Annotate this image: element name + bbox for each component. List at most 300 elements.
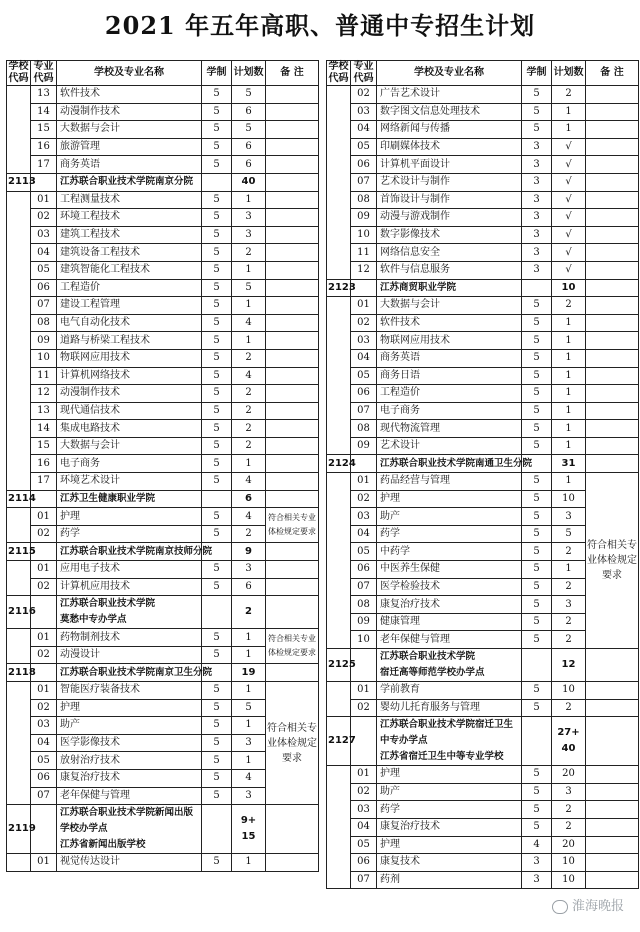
note-cell: 符合相关专业体检规定要求 [266,508,319,543]
major-name: 动漫制作技术 [57,103,202,121]
school-duration-blank [202,173,232,191]
major-code: 11 [351,244,377,262]
major-name: 大数据与会计 [57,121,202,139]
major-duration: 5 [522,578,552,596]
note-blank [586,818,639,836]
major-plan-count: 10 [552,682,586,700]
major-plan-count: 20 [552,766,586,784]
note-blank [586,420,639,438]
major-duration: 3 [522,156,552,174]
major-name: 应用电子技术 [57,561,202,579]
major-duration: 5 [202,525,232,543]
major-row [7,244,319,262]
note-blank [266,191,319,209]
note-blank [586,173,639,191]
major-plan-count: √ [552,244,586,262]
school-total: 31 [552,455,586,473]
wechat-icon [552,900,568,914]
major-plan-count: 4 [232,473,266,491]
major-plan-count: √ [552,261,586,279]
major-duration: 5 [202,769,232,787]
major-code: 07 [351,173,377,191]
school-total-line2: 40 [561,743,576,755]
note-blank [266,261,319,279]
school-code-span [7,629,31,664]
major-name: 助产 [377,783,522,801]
major-plan-count: 10 [552,490,586,508]
school-note-blank [266,490,319,508]
major-plan-count: 2 [232,349,266,367]
major-name: 智能医疗装备技术 [57,682,202,700]
major-plan-count: 1 [552,349,586,367]
school-code: 2114 [7,490,31,508]
school-name-line1: 江苏联合职业技术学院 [380,651,476,662]
school-note-blank [266,805,319,854]
major-code: 08 [351,191,377,209]
note-blank [266,279,319,297]
major-code: 08 [351,420,377,438]
school-code: 2119 [7,805,31,854]
school-name [377,717,522,766]
major-name: 旅游管理 [57,138,202,156]
school-total-line2: 15 [241,831,256,843]
major-code: 07 [351,871,377,889]
school-code-span [7,682,31,805]
school-duration-blank [202,490,232,508]
major-duration: 5 [522,473,552,491]
major-row [327,314,639,332]
note-blank [586,437,639,455]
note-blank [586,261,639,279]
note-blank [586,244,639,262]
major-plan-count: 6 [232,156,266,174]
major-duration: 5 [522,314,552,332]
major-row [327,138,639,156]
note-blank [586,385,639,403]
major-plan-count: 1 [552,314,586,332]
school-code: 2127 [327,717,351,766]
major-name: 药品经营与管理 [377,473,522,491]
major-duration: 5 [202,261,232,279]
note-blank [586,86,639,104]
note-blank [266,244,319,262]
major-plan-count: 2 [552,613,586,631]
school-name-line1: 江苏联合职业技术学院宿迁卫生中专办学点 [380,719,514,747]
major-code: 06 [31,769,57,787]
major-code: 03 [351,801,377,819]
major-plan-count: 2 [232,420,266,438]
major-name: 动漫制作技术 [57,385,202,403]
major-duration: 5 [522,783,552,801]
major-plan-count: 1 [232,455,266,473]
major-code: 02 [351,86,377,104]
major-plan-count: 1 [232,261,266,279]
note-blank [586,766,639,784]
major-code: 05 [351,367,377,385]
major-row [7,682,319,700]
school-name-line1: 江苏联合职业技术学院 [60,598,156,610]
major-code: 16 [31,455,57,473]
note-blank [586,314,639,332]
major-duration: 3 [522,191,552,209]
major-row [7,508,319,526]
major-name: 首饰设计与制作 [377,191,522,209]
major-name: 现代通信技术 [57,402,202,420]
major-code: 12 [31,385,57,403]
school-note-blank [586,649,639,682]
school-row [7,173,319,191]
major-plan-count: 6 [232,103,266,121]
major-code: 02 [31,646,57,664]
note-blank [586,332,639,350]
major-name: 药学 [57,525,202,543]
major-duration: 3 [522,261,552,279]
major-code: 16 [31,138,57,156]
table-header-row [7,61,319,86]
major-plan-count: 2 [232,525,266,543]
note-blank [586,103,639,121]
major-name: 数字影像技术 [377,226,522,244]
note-blank [586,226,639,244]
major-plan-count: 2 [232,385,266,403]
note-blank [586,801,639,819]
major-row [7,629,319,647]
major-name: 老年保健与管理 [57,787,202,805]
major-name: 电子商务 [377,402,522,420]
note-blank [586,402,639,420]
major-duration: 5 [522,103,552,121]
major-code: 04 [31,244,57,262]
major-duration: 5 [522,561,552,579]
major-code: 02 [351,314,377,332]
major-name: 道路与桥梁工程技术 [57,332,202,350]
major-plan-count: 4 [232,314,266,332]
major-plan-count: √ [552,209,586,227]
major-code: 06 [351,385,377,403]
header-name: 学校及专业名称 [57,61,202,86]
school-duration-blank [202,596,232,629]
major-duration: 5 [202,297,232,315]
major-plan-count: 1 [552,103,586,121]
major-code: 15 [31,437,57,455]
major-row [327,121,639,139]
school-code-span [327,473,351,649]
major-code: 17 [31,156,57,174]
major-row [327,297,639,315]
major-code: 05 [31,752,57,770]
school-name-line2: 宿迁高等师范学校办学点 [380,667,485,678]
school-row [327,649,639,682]
major-row [7,314,319,332]
major-code: 02 [31,578,57,596]
major-row [327,173,639,191]
school-name: 江苏联合职业技术学院南京技师分院 [57,543,202,561]
major-plan-count: 1 [232,191,266,209]
note-cell: 符合相关专业体检规定要求 [266,629,319,664]
major-duration: 5 [202,473,232,491]
school-code: 2118 [7,664,31,682]
major-row [7,402,319,420]
note-blank [266,385,319,403]
major-plan-count: 10 [552,871,586,889]
major-row [327,332,639,350]
major-name: 药学 [377,801,522,819]
major-code: 03 [351,332,377,350]
school-row [7,805,319,854]
major-name: 数字图文信息处理技术 [377,103,522,121]
major-duration: 5 [522,508,552,526]
major-name: 广告艺术设计 [377,86,522,104]
major-code: 15 [31,121,57,139]
major-plan-count: 20 [552,836,586,854]
major-plan-count: 2 [552,297,586,315]
school-note-blank [586,717,639,766]
note-blank [266,86,319,104]
major-code: 14 [31,420,57,438]
major-row [327,437,639,455]
major-row [327,836,639,854]
major-code: 14 [31,103,57,121]
major-duration: 5 [202,578,232,596]
school-total-line1: 9+ [240,815,257,827]
school-name-line2: 江苏省宿迁卫生中等专业学校 [380,751,504,763]
major-plan-count: 2 [552,578,586,596]
right-plan-table [326,60,639,889]
major-name: 物联网应用技术 [57,349,202,367]
major-code: 07 [31,787,57,805]
note-blank [266,367,319,385]
major-code: 02 [31,699,57,717]
major-duration: 5 [202,402,232,420]
note-blank [586,191,639,209]
major-duration: 5 [202,561,232,579]
major-duration: 5 [202,455,232,473]
major-name: 物联网应用技术 [377,332,522,350]
header-duration: 学制 [522,61,552,86]
major-name: 大数据与会计 [57,437,202,455]
major-duration: 5 [202,854,232,872]
major-plan-count: 1 [232,717,266,735]
major-duration: 3 [522,209,552,227]
major-name: 商务英语 [57,156,202,174]
major-duration: 5 [522,420,552,438]
major-duration: 5 [522,332,552,350]
major-plan-count: 2 [552,801,586,819]
watermark-text: 淮海晚报 [571,899,624,914]
major-code: 01 [31,561,57,579]
major-name: 商务英语 [377,349,522,367]
school-name: 江苏联合职业技术学院南京分院 [57,173,202,191]
major-plan-count: 6 [232,578,266,596]
header-major-code: 专业代码 [31,61,57,86]
school-note-blank [266,596,319,629]
major-row [7,578,319,596]
major-name: 药学 [377,525,522,543]
major-name: 软件技术 [57,86,202,104]
major-plan-count: 4 [232,367,266,385]
major-duration: 5 [202,646,232,664]
major-duration: 5 [202,629,232,647]
major-plan-count: 2 [232,244,266,262]
major-duration: 5 [202,787,232,805]
major-row [327,402,639,420]
major-duration: 5 [522,613,552,631]
school-total: 9 [232,543,266,561]
major-row [327,226,639,244]
major-code: 02 [351,490,377,508]
major-name: 计算机平面设计 [377,156,522,174]
note-blank [266,103,319,121]
major-plan-count: 6 [232,138,266,156]
major-code: 01 [31,508,57,526]
major-code: 03 [351,103,377,121]
major-row [7,561,319,579]
major-duration: 5 [202,279,232,297]
note-cell: 符合相关专业体检规定要求 [586,473,639,649]
school-duration-blank [202,805,232,854]
school-duration-blank [522,717,552,766]
school-code-span [7,561,31,596]
major-row [327,801,639,819]
major-name: 中医养生保健 [377,561,522,579]
note-blank [586,682,639,700]
major-code: 01 [31,854,57,872]
major-row [7,103,319,121]
major-row [327,682,639,700]
major-name: 电子商务 [57,455,202,473]
major-plan-count: 1 [232,752,266,770]
major-duration: 5 [522,490,552,508]
note-blank [266,209,319,227]
major-code: 07 [351,578,377,596]
major-duration: 5 [202,86,232,104]
major-code: 04 [351,349,377,367]
major-code: 05 [351,138,377,156]
page-title: 2021 年五年高职、普通中专招生计划 [104,11,536,40]
major-plan-count: 1 [552,437,586,455]
major-plan-count: 3 [232,787,266,805]
school-name-line2: 江苏省新闻出版学校 [60,839,146,851]
major-plan-count: 5 [232,121,266,139]
major-row [327,766,639,784]
note-blank [586,209,639,227]
major-name: 药物制剂技术 [57,629,202,647]
note-blank [266,437,319,455]
major-code: 01 [351,297,377,315]
major-plan-count: √ [552,138,586,156]
major-name: 老年保健与管理 [377,631,522,649]
major-row [7,156,319,174]
school-name [57,596,202,629]
header-plan: 计划数 [232,61,266,86]
school-row [327,717,639,766]
major-code: 06 [351,156,377,174]
note-blank [586,138,639,156]
major-name: 护理 [57,699,202,717]
note-blank [586,121,639,139]
major-code: 12 [351,261,377,279]
major-code: 10 [351,226,377,244]
major-name: 护理 [377,766,522,784]
school-total [232,805,266,854]
major-duration: 5 [522,437,552,455]
major-row [327,473,639,491]
major-plan-count: 4 [232,769,266,787]
major-name: 护理 [57,508,202,526]
left-plan-table [6,60,319,872]
school-code: 2116 [7,596,31,629]
major-plan-count: 2 [552,86,586,104]
major-plan-count: √ [552,226,586,244]
note-blank [266,156,319,174]
major-code: 10 [351,631,377,649]
major-name: 放射治疗技术 [57,752,202,770]
school-total: 6 [232,490,266,508]
major-plan-count: 3 [232,561,266,579]
school-note-blank [266,173,319,191]
major-code: 01 [351,473,377,491]
major-plan-count: 1 [552,367,586,385]
major-duration: 5 [202,420,232,438]
major-duration: 5 [202,734,232,752]
major-code: 08 [31,314,57,332]
major-duration: 5 [522,297,552,315]
major-duration: 5 [202,699,232,717]
major-row [327,385,639,403]
major-plan-count: 5 [232,279,266,297]
note-blank [266,854,319,872]
major-duration: 3 [522,173,552,191]
school-code-span [327,766,351,889]
major-plan-count: 3 [232,209,266,227]
school-code: 2113 [7,173,31,191]
major-duration: 5 [522,596,552,614]
watermark [552,895,624,914]
major-duration: 3 [522,244,552,262]
major-row [7,279,319,297]
major-duration: 5 [522,525,552,543]
major-name: 护理 [377,836,522,854]
major-plan-count: 1 [232,646,266,664]
note-blank [266,455,319,473]
major-name: 健康管理 [377,613,522,631]
major-duration: 5 [202,508,232,526]
major-name: 电气自动化技术 [57,314,202,332]
school-note-blank [266,664,319,682]
major-plan-count: 1 [552,332,586,350]
major-name: 建筑智能化工程技术 [57,261,202,279]
major-plan-count: 5 [232,699,266,717]
major-name: 集成电路技术 [57,420,202,438]
major-row [7,261,319,279]
school-duration-blank [522,279,552,297]
major-code: 13 [31,86,57,104]
school-code-span [7,86,31,174]
school-name: 江苏商贸职业学院 [377,279,522,297]
major-code: 01 [31,682,57,700]
note-blank [266,349,319,367]
major-name: 环境艺术设计 [57,473,202,491]
note-blank [586,367,639,385]
header-note: 备 注 [586,61,639,86]
major-duration: 4 [522,836,552,854]
major-duration: 5 [202,103,232,121]
major-name: 计算机应用技术 [57,578,202,596]
major-duration: 5 [202,244,232,262]
major-name: 艺术设计 [377,437,522,455]
major-plan-count: 2 [552,631,586,649]
school-note-blank [266,543,319,561]
